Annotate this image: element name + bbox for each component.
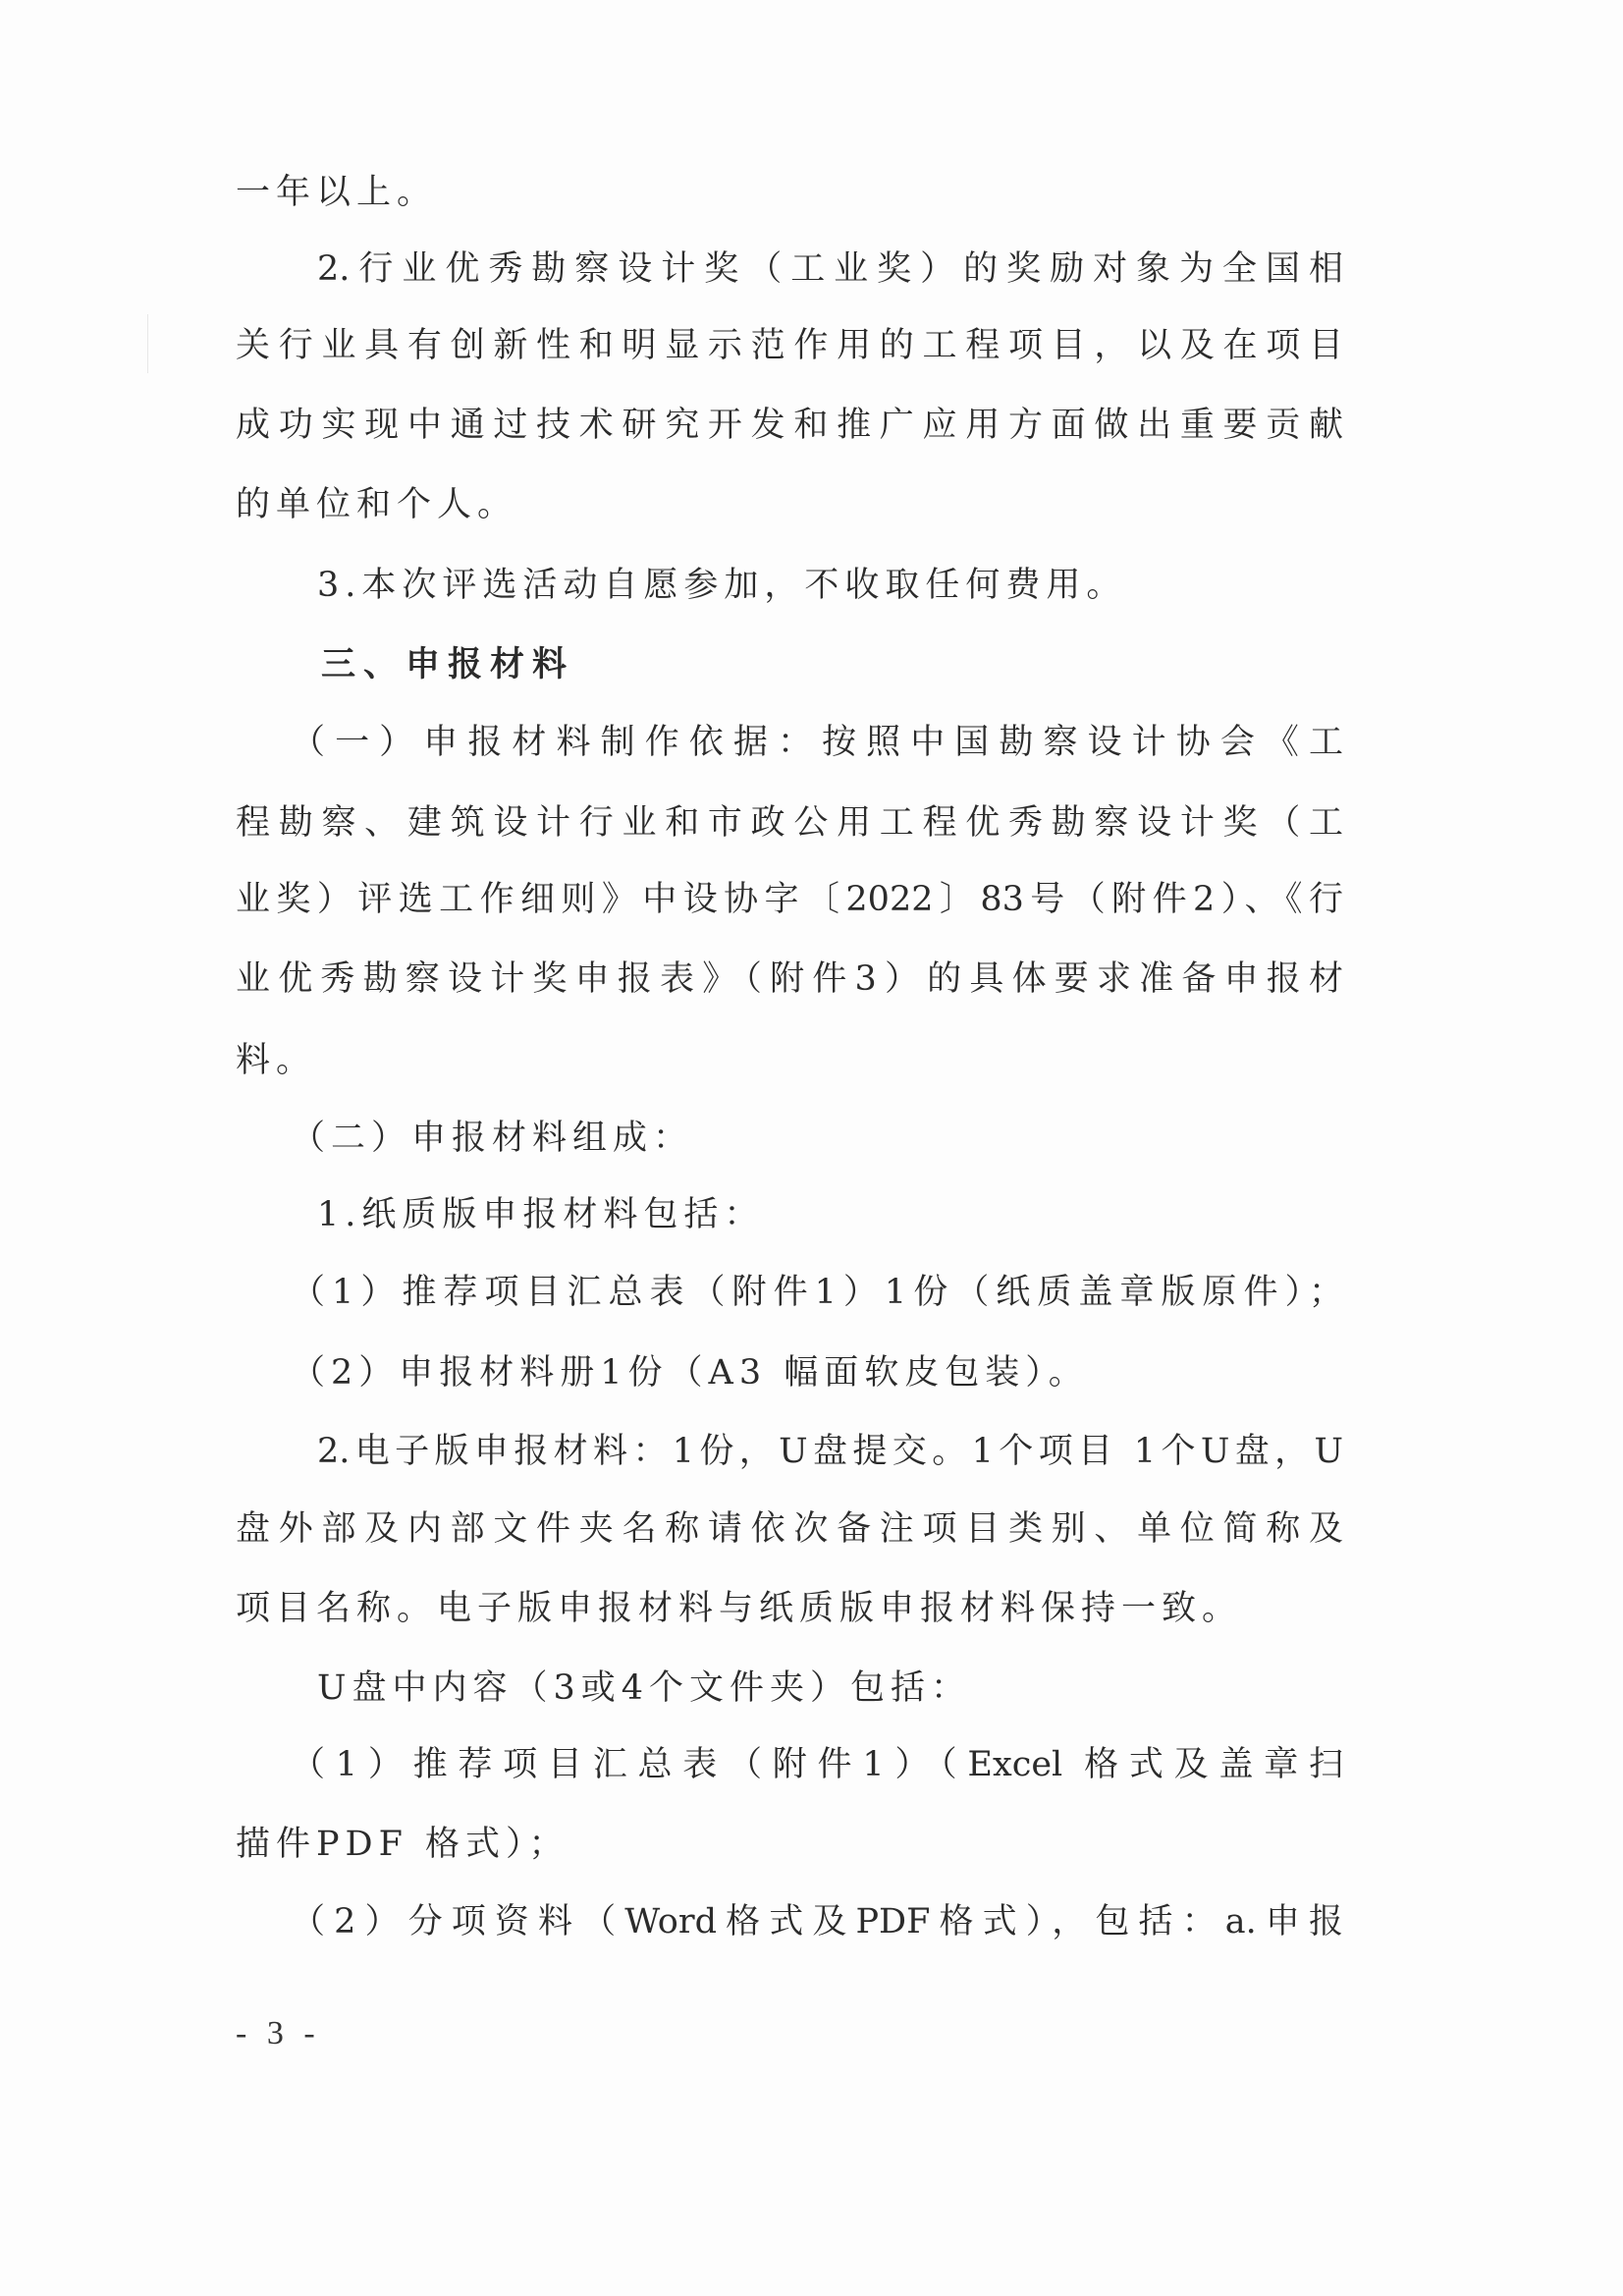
paragraph-line: （一）申报材料制作依据：按照中国勘察设计协会《工 (291, 723, 1343, 762)
paragraph-line: 1.纸质版申报材料包括： (317, 1195, 765, 1234)
paragraph-line: 项目名称。电子版申报材料与纸质版申报材料保持一致。 (236, 1589, 1243, 1628)
paragraph-line: 程勘察、建筑设计行业和市政公用工程优秀勘察设计奖（工 (236, 803, 1343, 843)
list-item: （1）推荐项目汇总表（附件1）（Excel 格式及盖章扫 (291, 1745, 1343, 1784)
list-item: （2）申报材料册1份（A3 幅面软皮包装）。 (291, 1353, 1089, 1393)
paragraph-line: 2.行业优秀勘察设计奖（工业奖）的奖励对象为全国相 (317, 249, 1343, 289)
paragraph-line: 盘外部及内部文件夹名称请依次备注项目类别、单位简称及 (236, 1509, 1343, 1549)
paragraph-line: 2.电子版申报材料：1份，U盘提交。1个项目 1个U盘，U (317, 1432, 1343, 1471)
paragraph-line: 的单位和个人。 (236, 485, 518, 524)
section-heading: 三、申报材料 (321, 645, 575, 684)
page-number: - 3 - (236, 2015, 321, 2051)
list-item: （1）推荐项目汇总表（附件1）1份（纸质盖章版原件）； (291, 1273, 1343, 1312)
subsection-heading: （二）申报材料组成： (291, 1119, 694, 1158)
paragraph-line: 3.本次评选活动自愿参加，不收取任何费用。 (317, 566, 1127, 605)
paragraph-line: 成功实现中通过技术研究开发和推广应用方面做出重要贡献 (236, 406, 1343, 445)
list-item: （2）分项资料（Word格式及PDF格式），包括：a.申报 (291, 1902, 1343, 1941)
paragraph-line: U盘中内容（3或4个文件夹）包括： (317, 1668, 972, 1708)
paragraph-line: 业奖）评选工作细则》中设协字〔2022〕83号（附件2）、《行 (236, 880, 1343, 919)
paragraph-line: 关行业具有创新性和明显示范作用的工程项目，以及在项目 (236, 326, 1343, 365)
paragraph-line: 一年以上。 (236, 173, 438, 212)
scan-artifact (147, 314, 148, 373)
paragraph-line: 业优秀勘察设计奖申报表》（附件3）的具体要求准备申报材 (236, 959, 1343, 999)
paragraph-line: 料。 (236, 1041, 317, 1080)
paragraph-line: 描件PDF 格式）； (236, 1825, 569, 1864)
